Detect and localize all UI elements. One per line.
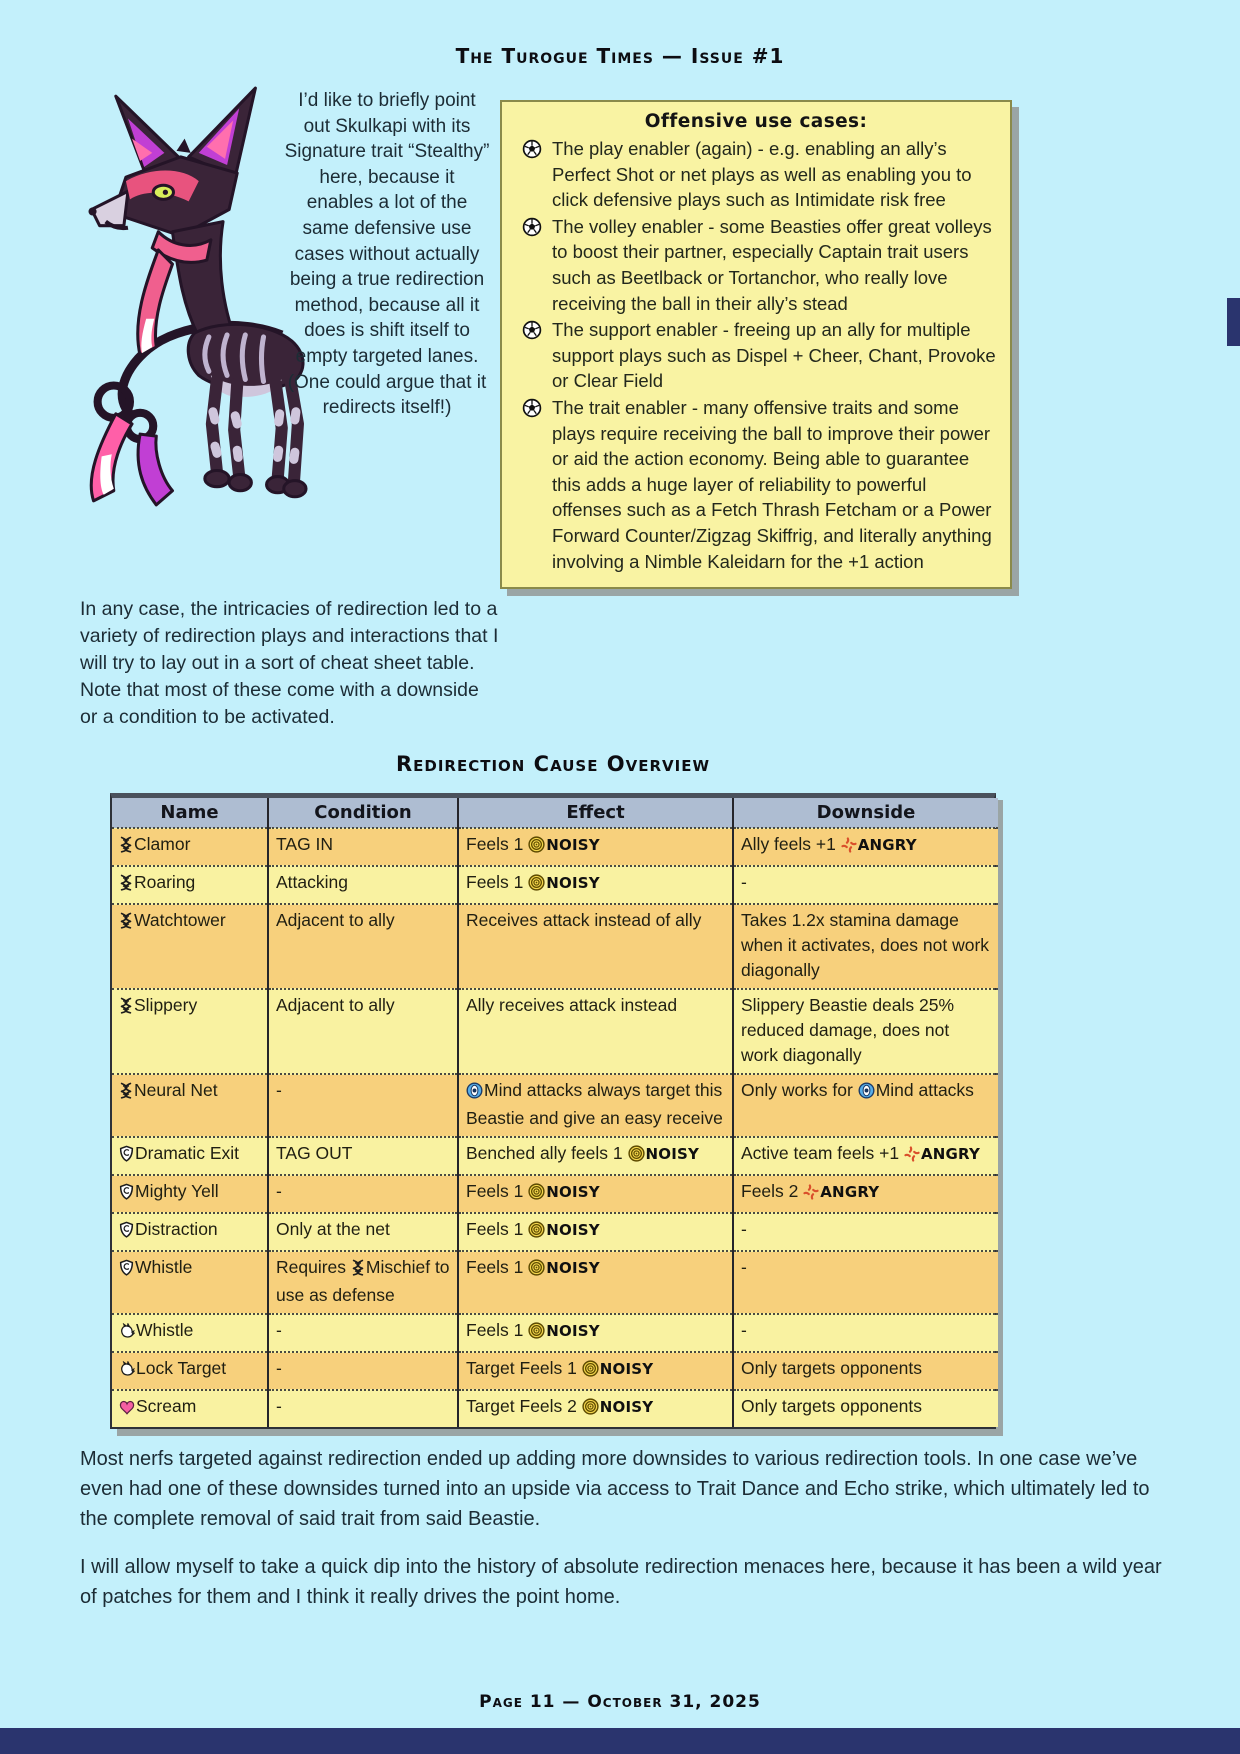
table-row [112,1175,998,1213]
use-case-text: The support enabler - freeing up an ally for multiple support plays such as Dispel + Cheer, Chant, Provoke or Clear Field [552,319,996,392]
cell-name: Scream [112,1390,268,1427]
table-row [112,1251,998,1314]
cell-name: Whistle [112,1251,268,1314]
use-case-item [515,395,997,574]
cell-effect: Benched ally feels 1 NOISY [458,1137,733,1175]
angry-status-icon [904,1144,920,1169]
offensive-use-cases-box [500,100,1012,589]
cell-condition: - [268,1352,458,1390]
column-header-downside: Downside [733,798,998,828]
cell-effect: Receives attack instead of ally [458,904,733,989]
noisy-status-icon [582,1359,599,1384]
cell-condition: Requires Mischief to use as defense [268,1251,458,1314]
cell-downside: Takes 1.2x stamina damage when it activates, does not work diagonally [733,904,998,989]
table-row [112,828,998,866]
table-row [112,1137,998,1175]
offensive-use-cases-list [515,136,997,574]
cell-name: Clamor [112,828,268,866]
use-case-item [515,317,997,394]
table-row [112,1390,998,1427]
noisy-status-icon [528,1321,545,1346]
angry-status-icon [803,1182,819,1207]
cell-downside: Only targets opponents [733,1390,998,1427]
table-row [112,989,998,1074]
cell-condition: Attacking [268,866,458,904]
cell-effect: Feels 1 NOISY [458,866,733,904]
cell-downside: - [733,1314,998,1352]
soccer-ball-icon [522,398,542,425]
play-paw-icon [119,1359,135,1384]
noisy-status-icon [528,1182,545,1207]
play-paw-icon [119,1321,135,1346]
cell-condition: - [268,1074,458,1137]
cell-effect: Feels 1 NOISY [458,828,733,866]
cell-condition: - [268,1175,458,1213]
closing-paragraph-1: Most nerfs targeted against redirection ended up adding more downsides to various redirection tools. In one case we’ve even had one of these downsides turned into an upside via access to Trait Dance and Echo strike, which ultimately led to the complete removal of said trait from said Beastie. [80,1448,1150,1530]
column-header-condition: Condition [268,798,458,828]
trait-dna-icon [119,873,133,898]
use-case-item [515,214,997,316]
cell-name: Slippery [112,989,268,1074]
offensive-use-cases-title: Offensive use cases: [644,111,868,132]
use-case-item [515,136,997,213]
cell-effect: Target Feels 1 NOISY [458,1352,733,1390]
cell-condition: - [268,1390,458,1427]
cell-name: Roaring [112,866,268,904]
closing-paragraph-2: I will allow myself to take a quick dip into the history of absolute redirection menaces here, because it has been a wild year of patches for them and I think it really drives the point home. [80,1556,1162,1608]
newsletter-title: The Turogue Times — Issue #1 [455,44,785,68]
column-header-effect: Effect [458,798,733,828]
cell-downside: - [733,1213,998,1251]
table-row [112,866,998,904]
redirection-table [110,793,996,1429]
cell-condition: TAG IN [268,828,458,866]
cell-effect: Feels 1 NOISY [458,1213,733,1251]
cell-name: Neural Net [112,1074,268,1137]
use-case-text: The volley enabler - some Beasties offer great volleys to boost their partner, especially Captain trait users such as Beetlback or Tortanchor, who really love receiving the ball in their ally’s stead [552,215,992,314]
trait-dna-icon [119,996,133,1021]
cell-downside: Slippery Beastie deals 25% reduced damage, does not work diagonally [733,989,998,1074]
noisy-status-icon [628,1144,645,1169]
bottom-navy-band [0,1728,1240,1754]
use-case-text: The trait enabler - many offensive traits and some plays require receiving the ball to improve their power or aid the action economy. Being able to guarantee this adds a huge layer of reliability to powerful offenses such as a Fetch Thrash Fetcham or a Power Forward Counter/Zigzag Skiffrig, and literally anything involving a Nimble Kaleidarn for the +1 action [552,396,992,572]
defense-shield-icon [119,1258,134,1283]
intro-paragraph: In any case, the intricacies of redirection led to a variety of redirection plays and interactions that I will try to lay out in a sort of cheat sheet table. Note that most of these come with a downside or a condition to be activated. [80,597,499,728]
cell-downside: Active team feels +1 ANGRY [733,1137,998,1175]
cell-downside: Feels 2 ANGRY [733,1175,998,1213]
cell-downside: - [733,1251,998,1314]
use-case-text: The play enabler (again) - e.g. enabling an ally’s Perfect Shot or net plays as well as enabling you to click defensive plays such as Intimidate risk free [552,138,972,211]
cell-name: Mighty Yell [112,1175,268,1213]
cell-effect: Feels 1 NOISY [458,1175,733,1213]
cell-condition: Only at the net [268,1213,458,1251]
defense-shield-icon [119,1144,134,1169]
cell-downside: Only targets opponents [733,1352,998,1390]
defense-shield-icon [119,1220,134,1245]
page-footer: Page 11 — October 31, 2025 [479,1692,761,1712]
cell-name: Dramatic Exit [112,1137,268,1175]
cell-effect: Ally receives attack instead [458,989,733,1074]
cell-condition: Adjacent to ally [268,904,458,989]
table-title: Redirection Cause Overview [395,752,711,776]
column-header-name: Name [112,798,268,828]
cell-downside: - [733,866,998,904]
noisy-status-icon [528,1220,545,1245]
table-row [112,1074,998,1137]
cell-effect: Target Feels 2 NOISY [458,1390,733,1427]
cell-condition: - [268,1314,458,1352]
cell-condition: TAG OUT [268,1137,458,1175]
right-edge-tab [1227,298,1240,346]
cell-downside: Only works for Mind attacks [733,1074,998,1137]
cell-downside: Ally feels +1 ANGRY [733,828,998,866]
cell-name: Lock Target [112,1352,268,1390]
noisy-status-icon [582,1397,599,1422]
cell-effect: Feels 1 NOISY [458,1314,733,1352]
noisy-status-icon [528,1258,545,1283]
cell-condition: Adjacent to ally [268,989,458,1074]
skulkapi-illustration [28,80,323,515]
noisy-status-icon [528,873,545,898]
trait-dna-icon [351,1258,365,1283]
mind-type-icon [858,1081,875,1106]
table-row [112,1213,998,1251]
trait-dna-icon [119,1081,133,1106]
table-row [112,904,998,989]
feeling-heart-icon [119,1397,135,1422]
cell-name: Whistle [112,1314,268,1352]
soccer-ball-icon [522,217,542,244]
cell-effect: Feels 1 NOISY [458,1251,733,1314]
cell-effect: Mind attacks always target this Beastie and give an easy receive [458,1074,733,1137]
skulkapi-note: I’d like to briefly point out Skulkapi with its Signature trait “Stealthy” here, because it enables a lot of the same defensive use cases without actually being a true redirection method, because all it does is shift itself to empty targeted lanes. (One could argue that it redirects itself!) [284,90,490,419]
trait-dna-icon [119,835,133,860]
trait-dna-icon [119,911,133,936]
table-row [112,1352,998,1390]
mind-type-icon [466,1081,483,1106]
cell-name: Distraction [112,1213,268,1251]
soccer-ball-icon [522,320,542,347]
noisy-status-icon [528,835,545,860]
table-header-row [112,798,998,828]
defense-shield-icon [119,1182,134,1207]
cell-name: Watchtower [112,904,268,989]
soccer-ball-icon [522,139,542,166]
table-row [112,1314,998,1352]
angry-status-icon [841,835,857,860]
